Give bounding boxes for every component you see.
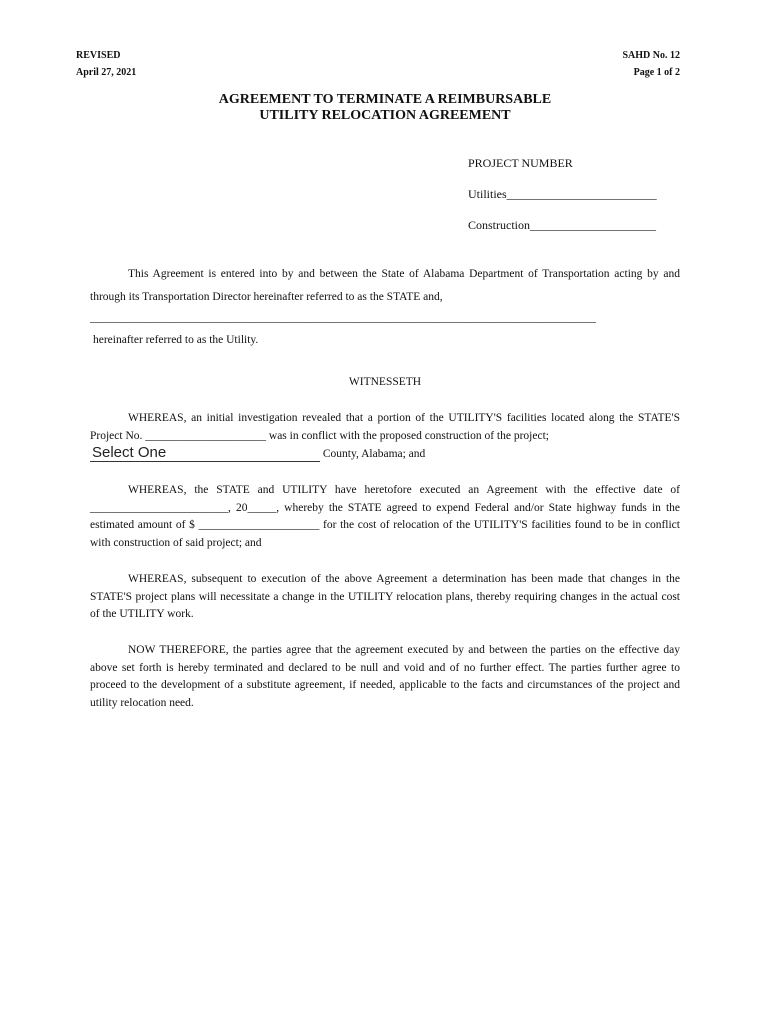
utility-name-field[interactable]: ________________________________________________________________________________________ — [90, 312, 596, 324]
whereas-1-text-b: was in conflict with the proposed construction of the project; — [268, 429, 549, 442]
title-line-2: UTILITY RELOCATION AGREEMENT — [259, 108, 511, 123]
whereas-2-text-c: for the cost of relocation of the UTILITY'S facilities found to be in conflict with construction of said project; and — [90, 519, 680, 549]
whereas-2-text-b: whereby the STATE agreed to expend Federal and/or State highway funds in the estimated amount of $ — [90, 501, 681, 531]
witnesseth-heading: WITNESSETH — [348, 376, 422, 388]
construction-row — [468, 218, 656, 233]
utility-reference: hereinafter referred to as the Utility. — [93, 334, 259, 346]
county-row — [90, 445, 680, 464]
document-title — [0, 92, 770, 124]
whereas-3-paragraph: WHEREAS, subsequent to execution of the above Agreement a determination has been made that changes in the STATE'S project plans will necessitate a change in the UTILITY relocation plans, thereby requiring changes in the actual cost of the UTILITY work. — [90, 573, 680, 620]
whereas-1-paragraph — [90, 410, 680, 445]
intro-paragraph: This Agreement is entered into by and between the State of Alabama Department of Transportation acting by and through its Transportation Director hereinafter referred to as the STATE and, — [90, 268, 680, 303]
title-line-1: AGREEMENT TO TERMINATE A REIMBURSABLE — [218, 92, 552, 107]
utilities-row — [468, 187, 657, 202]
construction-field[interactable]: _____________________ — [530, 218, 656, 232]
project-number-label: PROJECT NUMBER — [468, 156, 573, 170]
header-left — [76, 47, 136, 81]
revision-date: April 27, 2021 — [76, 67, 137, 78]
county-suffix: County, Alabama; and — [322, 448, 426, 460]
whereas-2-paragraph — [90, 482, 680, 552]
construction-label: Construction — [468, 218, 530, 232]
whereas-1-text-a: WHEREAS, an initial investigation revealed that a portion of the UTILITY'S facilities located along the STATE'S Project No. — [90, 412, 680, 442]
effective-date-field[interactable]: ________________________, 20_____, — [90, 501, 280, 514]
utilities-label: Utilities — [468, 187, 507, 201]
revised-label: REVISED — [76, 50, 121, 61]
utilities-field[interactable]: _________________________ — [506, 187, 657, 201]
form-number: SAHD No. 12 — [622, 50, 680, 61]
header-right — [622, 47, 680, 81]
project-no-field[interactable]: _____________________ — [145, 429, 267, 442]
amount-field[interactable]: _____________________ — [198, 519, 320, 531]
whereas-2-text-a: WHEREAS, the STATE and UTILITY have heretofore executed an Agreement with the effective date of — [128, 484, 680, 496]
county-select[interactable]: Select One — [90, 445, 320, 462]
now-therefore-paragraph: NOW THEREFORE, the parties agree that the agreement executed by and between the parties on the effective day above set forth is hereby terminated and declared to be null and void and of no further effect. The parties further agree to proceed to the development of a substitute agreement, if needed, applicable to the facts and circumstances of the project and utility relocation need. — [90, 644, 680, 709]
page-indicator: Page 1 of 2 — [633, 67, 680, 78]
